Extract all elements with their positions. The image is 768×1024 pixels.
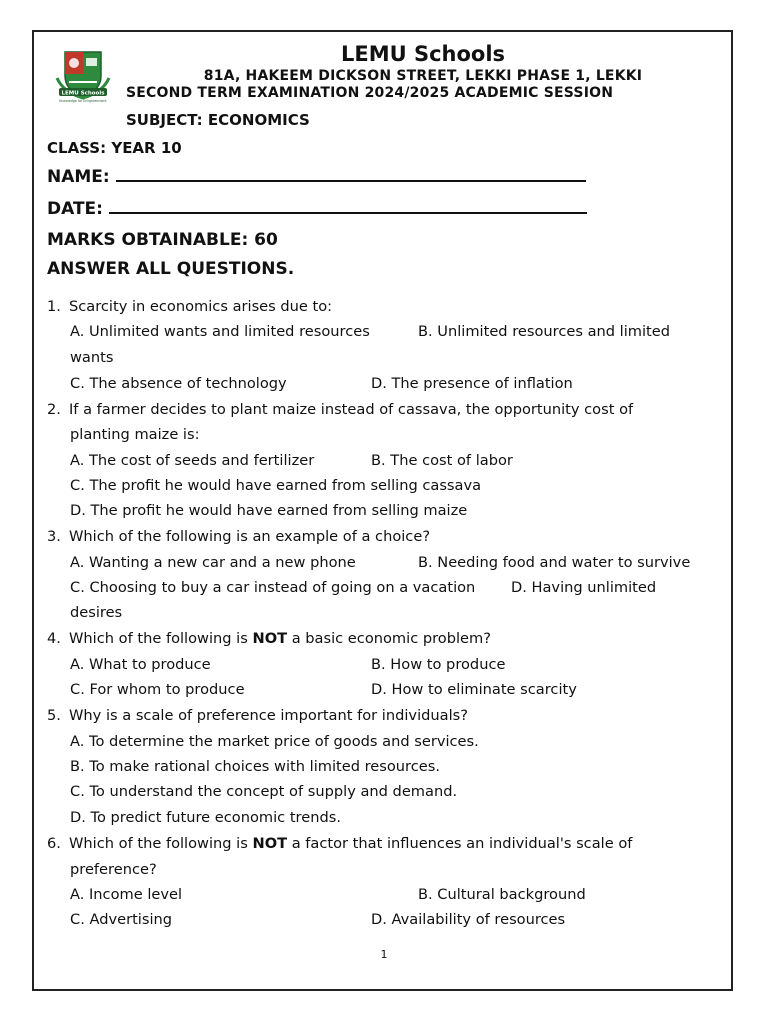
option-5a: A. To determine the market price of goods and services. <box>70 733 479 750</box>
school-name: LEMU Schools <box>340 42 506 66</box>
question-number: 4. <box>47 630 61 647</box>
option-4a: A. What to produce <box>70 656 211 673</box>
question-3 <box>47 524 430 550</box>
option-2b: B. The cost of labor <box>371 452 513 469</box>
question-number: 3. <box>47 528 61 545</box>
option-1a: A. Unlimited wants and limited resources <box>70 323 370 340</box>
svg-text:Knowledge for Enlightenment: Knowledge for Enlightenment <box>59 99 107 103</box>
option-1d: D. The presence of inflation <box>371 375 573 392</box>
option-4b: B. How to produce <box>371 656 506 673</box>
name-blank-line[interactable] <box>116 166 586 182</box>
option-1b: B. Unlimited resources and limited <box>418 323 671 340</box>
question-number: 2. <box>47 401 61 418</box>
option-2d: D. The profit he would have earned from selling maize <box>70 502 468 519</box>
question-6-continued: preference? <box>70 861 157 878</box>
option-5b: B. To make rational choices with limited resources. <box>70 758 440 775</box>
question-number: 6. <box>47 835 61 852</box>
question-text: Which of the following is <box>69 835 253 852</box>
question-text-end: a factor that influences an individual's scale of <box>287 835 633 852</box>
option-6d: D. Availability of resources <box>371 911 566 928</box>
question-number: 5. <box>47 707 61 724</box>
question-emphasis: NOT <box>252 630 288 647</box>
name-field[interactable] <box>47 166 586 187</box>
option-1b-continued: wants <box>70 349 114 366</box>
date-blank-line[interactable] <box>109 198 587 214</box>
option-1c: C. The absence of technology <box>70 375 287 392</box>
question-text: Which of the following is an example of a choice? <box>69 528 431 545</box>
marks-obtainable: MARKS OBTAINABLE: 60 <box>47 230 278 250</box>
question-number: 1. <box>47 298 61 315</box>
question-text: Scarcity in economics arises due to: <box>69 298 333 315</box>
option-4d: D. How to eliminate scarcity <box>371 681 577 698</box>
question-4 <box>47 626 491 652</box>
question-2 <box>47 397 633 423</box>
option-3c: C. Choosing to buy a car instead of going on a vacation <box>70 579 476 596</box>
option-2c: C. The profit he would have earned from selling cassava <box>70 477 482 494</box>
option-6c: C. Advertising <box>70 911 173 928</box>
option-5d: D. To predict future economic trends. <box>70 809 341 826</box>
option-5c: C. To understand the concept of supply and demand. <box>70 783 458 800</box>
option-6b: B. Cultural background <box>418 886 586 903</box>
option-3a: A. Wanting a new car and a new phone <box>70 554 356 571</box>
option-6a: A. Income level <box>70 886 183 903</box>
svg-text:LEMU Schools: LEMU Schools <box>61 90 105 97</box>
question-2-continued: planting maize is: <box>70 426 200 443</box>
school-address: 81A, HAKEEM DICKSON STREET, LEKKI PHASE 1, LEKKI <box>203 68 643 84</box>
name-label: NAME: <box>47 167 110 187</box>
date-label: DATE: <box>47 199 103 219</box>
question-text: Why is a scale of preference important for individuals? <box>69 707 468 724</box>
question-text: Which of the following is <box>69 630 253 647</box>
date-field[interactable] <box>47 198 587 219</box>
question-text-end: a basic economic problem? <box>287 630 491 647</box>
exam-subject: SUBJECT: ECONOMICS <box>126 111 310 129</box>
exam-session: SECOND TERM EXAMINATION 2024/2025 ACADEMIC SESSION <box>126 85 614 101</box>
instruction: ANSWER ALL QUESTIONS. <box>47 259 295 279</box>
question-text: If a farmer decides to plant maize instead of cassava, the opportunity cost of <box>69 401 634 418</box>
page-number: 1 <box>380 948 388 961</box>
question-6 <box>47 831 632 857</box>
question-emphasis: NOT <box>252 835 288 852</box>
question-1 <box>47 294 332 320</box>
school-logo <box>53 48 113 104</box>
option-3b: B. Needing food and water to survive <box>418 554 691 571</box>
option-4c: C. For whom to produce <box>70 681 245 698</box>
option-3d: D. Having unlimited <box>511 579 657 596</box>
option-2a: A. The cost of seeds and fertilizer <box>70 452 315 469</box>
option-3d-continued: desires <box>70 604 123 621</box>
class-label: CLASS: YEAR 10 <box>47 139 182 157</box>
question-5 <box>47 703 468 729</box>
